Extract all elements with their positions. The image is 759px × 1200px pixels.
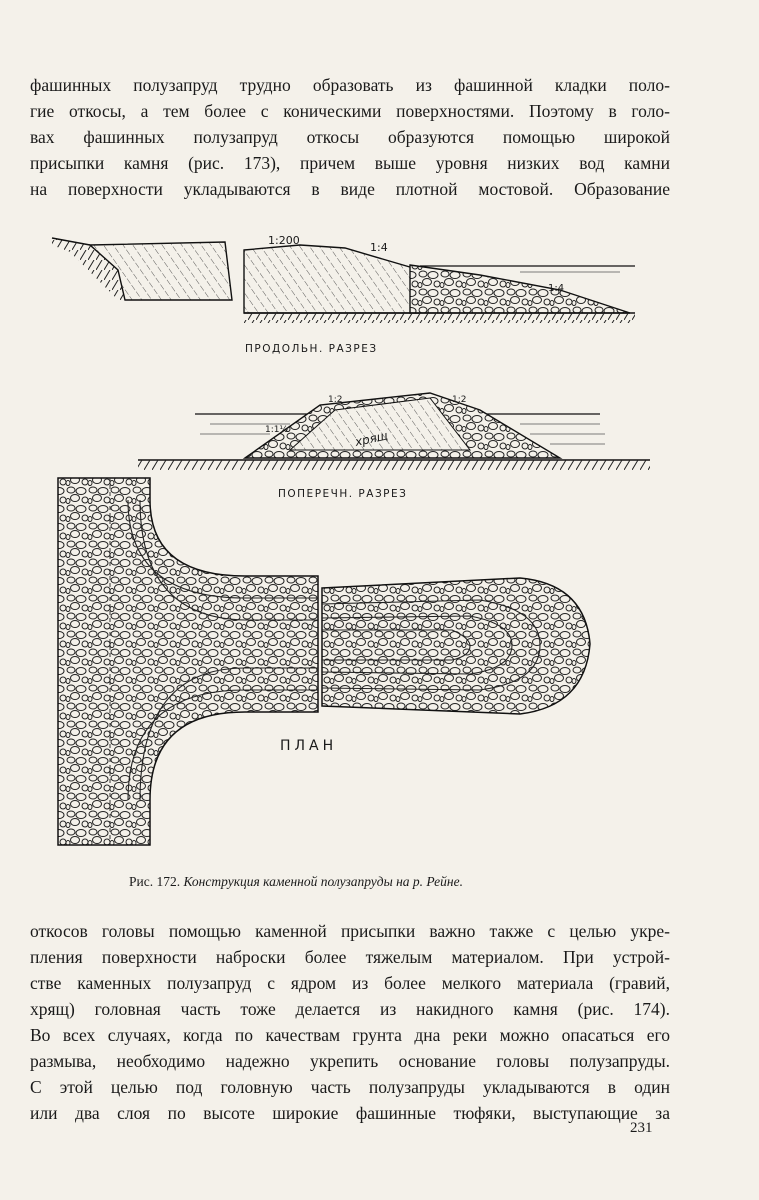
paragraph-bottom: [30, 918, 670, 1126]
slope-label: 1:4: [370, 241, 388, 254]
plan-label: ПЛАН: [280, 738, 338, 754]
caption-text: Конструкция каменной полузапруды на р. Рейне.: [183, 874, 463, 889]
text-line: пления поверхности наброски более тяжелым материалом. При устрой-: [30, 947, 670, 967]
slope-label: 1:1½: [265, 425, 289, 435]
caption-number: Рис. 172.: [129, 874, 181, 889]
text-line: С этой целью под головную часть полузапруды укладываются в один: [30, 1077, 670, 1097]
slope-label: 1:200: [268, 234, 300, 247]
core-label: хрящ: [353, 428, 390, 449]
text-line: откосов головы помощью каменной присыпки важно также с целью укре-: [30, 921, 670, 941]
slope-label: 1:4: [548, 283, 565, 294]
text-line: на поверхности укладываются в виде плотной мостовой. Образование: [30, 179, 670, 199]
text-line: размыва, необходимо надежно укрепить основание головы полузапруды.: [30, 1051, 670, 1071]
cross-section: [138, 393, 650, 500]
section-label: ПРОДОЛЬН. РАЗРЕЗ: [245, 343, 378, 355]
longitudinal-section: [52, 234, 635, 355]
text-line: хрящ) головная часть тоже делается из накидного камня (рис. 174).: [30, 999, 670, 1019]
text-line: присыпки камня (рис. 173), причем выше уровня низких вод камни: [30, 153, 670, 173]
slope-label: 1:2: [452, 395, 467, 405]
text-line: фашинных полузапруд трудно образовать из фашинной кладки поло-: [30, 75, 670, 95]
text-line: или два слоя по высоте широкие фашинные тюфяки, выступающие за: [30, 1103, 670, 1123]
slope-label: 1:2: [328, 395, 343, 405]
text-line: Во всех случаях, когда по качествам грунта дна реки можно опасаться его: [30, 1025, 670, 1045]
text-line: вах фашинных полузапруд откосы образуются помощью широкой: [30, 127, 670, 147]
text-line: стве каменных полузапруд с ядром из более мелкого материала (гравий,: [30, 973, 670, 993]
text-line: гие откосы, а тем более с коническими поверхностями. Поэтому в голо-: [30, 101, 670, 121]
figure-caption: [129, 874, 463, 890]
page-number: 231: [630, 1120, 653, 1136]
plan-view: [58, 478, 590, 845]
section-label: ПОПЕРЕЧН. РАЗРЕЗ: [278, 488, 408, 500]
